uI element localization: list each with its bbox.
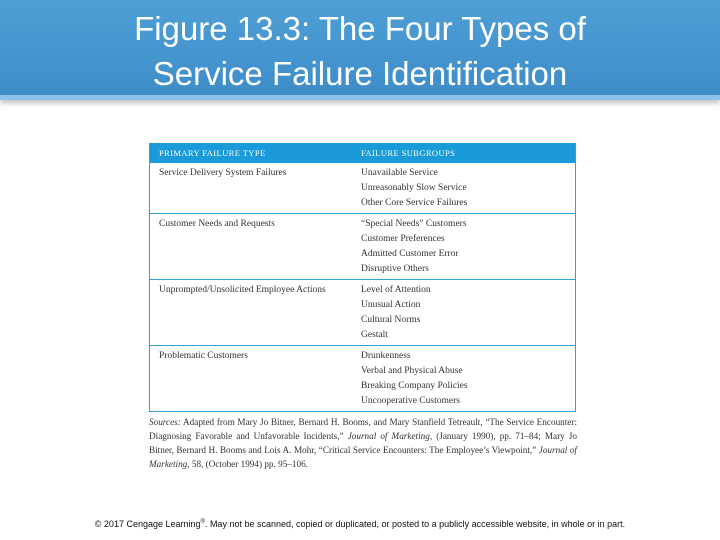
- subgroup-item: Unreasonably Slow Service: [361, 183, 467, 193]
- primary-failure-type: Unprompted/Unsolicited Employee Actions: [159, 285, 326, 295]
- primary-failure-type: Customer Needs and Requests: [159, 219, 275, 229]
- failure-subgroups: [351, 280, 575, 346]
- title-underline: [0, 95, 720, 100]
- slide-title-line-2: Service Failure Identification: [152, 55, 568, 92]
- subgroup-item: Breaking Company Policies: [361, 381, 468, 391]
- table-row: [150, 163, 575, 214]
- sources-journal-2: Journal of Marketing,: [149, 445, 577, 469]
- table-row: [150, 280, 575, 346]
- subgroup-item: Verbal and Physical Abuse: [361, 366, 463, 376]
- table-row: [150, 346, 575, 412]
- subgroup-item: Unusual Action: [361, 300, 421, 310]
- subgroup-item: Cultural Norms: [361, 315, 421, 325]
- table-header-row: [150, 143, 575, 163]
- subgroup-item: Drunkenness: [361, 351, 411, 361]
- header-failure-subgroups: FAILURE SUBGROUPS: [351, 143, 575, 163]
- slide-title: [0, 6, 720, 96]
- header-primary-failure-type: PRIMARY FAILURE TYPE: [150, 143, 351, 163]
- subgroup-item: Other Core Service Failures: [361, 198, 468, 208]
- failure-subgroups: [351, 214, 575, 280]
- subgroup-item: Uncooperative Customers: [361, 396, 460, 406]
- subgroup-item: Unavailable Service: [361, 168, 438, 178]
- slide-title-line-1: Figure 13.3: The Four Types of: [134, 10, 586, 47]
- copyright-post: . May not be scanned, copied or duplicated, or posted to a publicly accessible website, in whole or in part.: [204, 519, 626, 529]
- subgroup-item: Customer Preferences: [361, 234, 445, 244]
- failure-subgroups: [351, 163, 575, 214]
- primary-failure-type: Service Delivery System Failures: [159, 168, 287, 178]
- table-row: [150, 214, 575, 280]
- sources-text-2: (January 1990), pp. 71–84; Mary Jo Bitner, Bernard H. Booms and Lois A. Mohr, “Critical Service Encounters: The Employee’s Viewpoint,”: [149, 431, 577, 455]
- sources-text-3: 58, (October 1994) pp. 95–106.: [189, 459, 308, 469]
- subgroup-item: Admitted Customer Error: [361, 249, 459, 259]
- subgroup-item: Level of Attention: [361, 285, 431, 295]
- failure-subgroups: [351, 346, 575, 412]
- title-band: [0, 0, 720, 100]
- sources-journal-1: Journal of Marketing,: [347, 431, 433, 441]
- sources-lead: Sources:: [149, 417, 181, 427]
- failure-types-table: [149, 143, 576, 412]
- sources-note: [149, 415, 577, 471]
- subgroup-item: Disruptive Others: [361, 264, 429, 274]
- sources-text-1: Adapted from Mary Jo Bitner, Bernard H. Booms, and Mary Stanfield Tetreault, “The Service Encounter: Diagnosing Favorable and Unfavorable Incidents,”: [149, 417, 577, 441]
- primary-failure-type: Problematic Customers: [159, 351, 248, 361]
- subgroup-item: Gestalt: [361, 330, 388, 340]
- copyright-pre: © 2017 Cengage Learning: [94, 519, 201, 529]
- registered-mark: ®: [200, 519, 205, 525]
- subgroup-item: “Special Needs” Customers: [361, 219, 467, 229]
- copyright-notice: [0, 519, 720, 529]
